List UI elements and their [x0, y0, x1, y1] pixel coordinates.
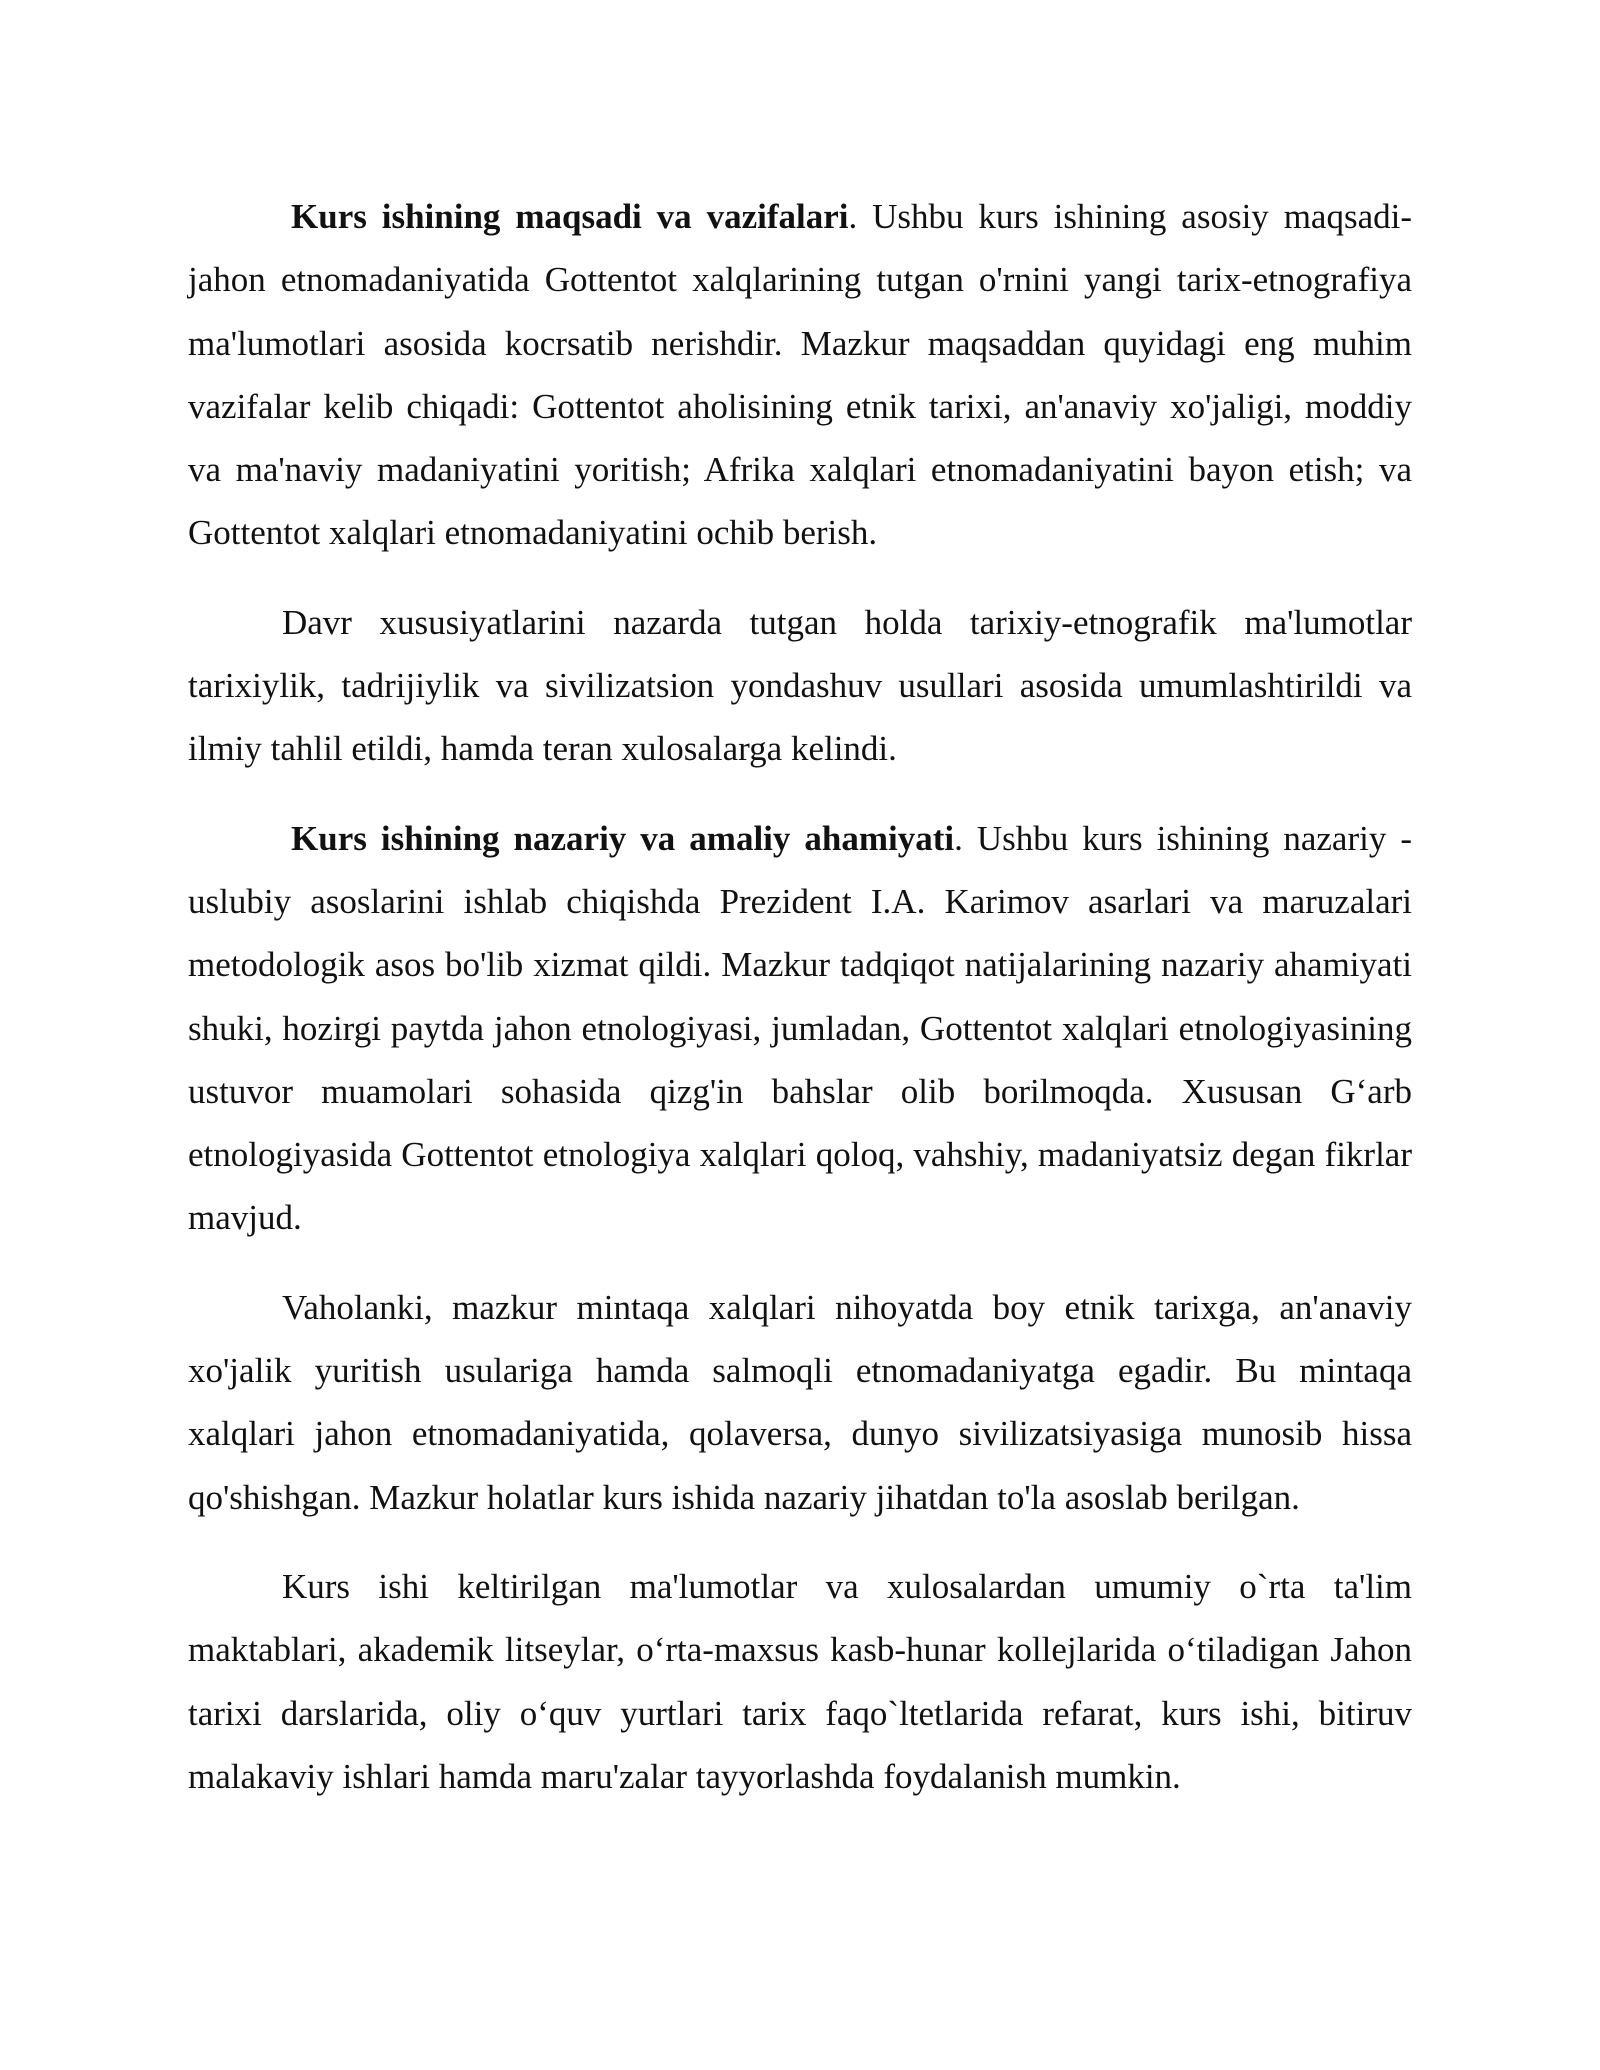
paragraph-significance	[188, 807, 1412, 1250]
paragraph-heading: Kurs ishining nazariy va amaliy ahamiyati	[291, 818, 955, 858]
paragraph-text: Kurs ishi keltirilgan ma'lumotlar va xulosalardan umumiy o`rta ta'lim maktablari, akademik litseylar, o‘rta-maxsus kasb-hunar kollejlarida o‘tiladigan Jahon tarixi darslarida, oliy o‘quv yurtlari tarix faqo`ltetlarida refarat, kurs ishi, bitiruv malakaviy ishlari hamda maru'zalar tayyorlashda foydalanish mumkin.	[188, 1566, 1412, 1796]
paragraph-region	[188, 1276, 1412, 1529]
paragraph-methods	[188, 591, 1412, 781]
paragraph-text: . Ushbu kurs ishining nazariy - uslubiy asoslarini ishlab chiqishda Prezident I.A. Karimov asarlari va maruzalari metodologik asos bo'lib xizmat qildi. Mazkur tadqiqot natijalarining nazariy ahamiyati shuki, hozirgi paytda jahon etnologiyasi, jumladan, Gottentot xalqlari etnologiyasining ustuvor muamolari sohasida qizg'in bahslar olib borilmoqda. Xususan G‘arb etnologiyasida Gottentot etnologiya xalqlari qoloq, vahshiy, madaniyatsiz degan fikrlar mavjud.	[188, 818, 1413, 1238]
paragraph-text: . Ushbu kurs ishining asosiy maqsadi- jahon etnomadaniyatida Gottentot xalqlarining tutgan o'rnini yangi tarix-etnografiya ma'lumotlari asosida kocrsatib nerishdir. Mazkur maqsaddan quyidagi eng muhim vazifalar kelib chiqadi: Gottentot aholisining etnik tarixi, an'anaviy xo'jaligi, moddiy va ma'naviy madaniyatini yoritish; Afrika xalqlari etnomadaniyatini bayon etish; va Gottentot xalqlari etnomadaniyatini ochib berish.	[188, 197, 1412, 553]
paragraph-goals	[188, 185, 1412, 565]
paragraph-heading: Kurs ishining maqsadi va vazifalari	[291, 197, 849, 236]
paragraph-text: Davr xususiyatlarini nazarda tutgan holda tarixiy-etnografik ma'lumotlar tarixiylik, tadrijiylik va sivilizatsion yondashuv usullari asosida umumlashtirildi va ilmiy tahlil etildi, hamda teran xulosalarga kelindi.	[188, 602, 1412, 769]
paragraph-usage	[188, 1555, 1412, 1808]
document-page	[188, 185, 1412, 1834]
paragraph-text: Vaholanki, mazkur mintaqa xalqlari nihoyatda boy etnik tarixga, an'anaviy xo'jalik yuritish usulariga hamda salmoqli etnomadaniyatga egadir. Bu mintaqa xalqlari jahon etnomadaniyatida, qolaversa, dunyo sivilizatsiyasiga munosib hissa qo'shishgan. Mazkur holatlar kurs ishida nazariy jihatdan to'la asoslab berilgan.	[188, 1287, 1412, 1517]
